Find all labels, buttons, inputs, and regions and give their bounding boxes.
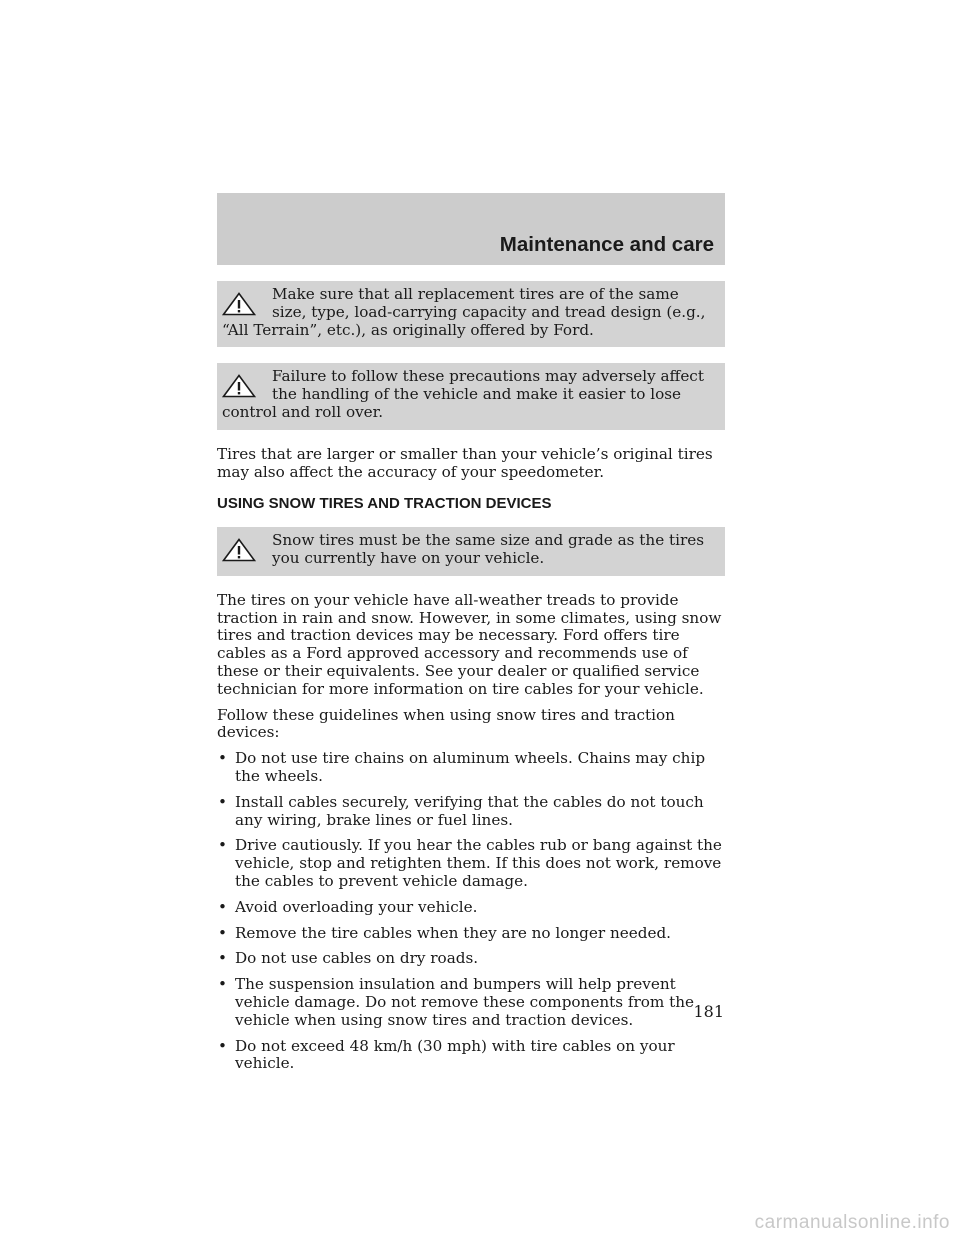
guidelines-intro-paragraph: Follow these guidelines when using snow tires and traction devices: [217, 705, 675, 742]
page-number: 181 [693, 1002, 724, 1021]
warning-text: Make sure that all replacement tires are of the same size, type, load-carrying capacity and tread design (e.g., “All Terrain”, etc.), as originally offered by Ford. [222, 285, 706, 339]
warning-text: Snow tires must be the same size and grade as the tires you currently have on your vehicle. [272, 531, 705, 567]
list-item [217, 925, 725, 943]
section-header [217, 193, 725, 265]
page-content [217, 281, 725, 1081]
list-item-text: Do not use cables on dry roads. [235, 949, 479, 968]
warning-triangle-icon [222, 538, 262, 564]
warning-box [217, 527, 725, 576]
tire-size-paragraph: Tires that are larger or smaller than your vehicle’s original tires may also affect the accuracy of your speedometer. [217, 444, 713, 481]
bullet-icon: • [218, 792, 227, 811]
bullet-icon: • [218, 975, 227, 994]
warning-text: Failure to follow these precautions may adversely affect the handling of the vehicle and make it easier to lose control and roll over. [222, 367, 704, 421]
bullet-icon: • [218, 949, 227, 968]
list-item-text: Remove the tire cables when they are no longer needed. [235, 923, 671, 942]
warning-box [217, 281, 725, 347]
list-item [217, 837, 725, 890]
list-item [217, 950, 725, 968]
watermark: carmanualsonline.info [754, 1212, 950, 1233]
list-item [217, 794, 725, 830]
warning-box [217, 363, 725, 429]
list-item [217, 750, 725, 786]
list-item-text: Do not use tire chains on aluminum wheels. Chains may chip the wheels. [235, 749, 706, 785]
bullet-icon: • [218, 1036, 227, 1055]
bullet-icon: • [218, 923, 227, 942]
bullet-icon: • [218, 836, 227, 855]
list-item [217, 976, 725, 1029]
section-title: Maintenance and care [499, 233, 714, 256]
section-heading: USING SNOW TIRES AND TRACTION DEVICES [217, 495, 552, 513]
list-item-text: Avoid overloading your vehicle. [235, 897, 478, 916]
list-item [217, 1038, 725, 1074]
bullet-icon: • [218, 749, 227, 768]
list-item-text: Do not exceed 48 km/h (30 mph) with tire cables on your vehicle. [235, 1036, 675, 1073]
warning-triangle-icon [222, 292, 262, 318]
warning-triangle-icon [222, 374, 262, 400]
guidelines-list [217, 750, 725, 1073]
bullet-icon: • [218, 897, 227, 916]
snow-intro-paragraph: The tires on your vehicle have all-weather treads to provide traction in rain and snow. However, in some climates, using snow tires and traction devices may be necessary. Ford offers tire cables as a Ford approved accessory and recommends use of these or their equivalents. See your dealer or qualified service technician for more information on tire cables for your vehicle. [217, 590, 722, 698]
list-item [217, 899, 725, 917]
list-item-text: Install cables securely, verifying that the cables do not touch any wiring, brake lines or fuel lines. [235, 792, 704, 829]
list-item-text: The suspension insulation and bumpers will help prevent vehicle damage. Do not remove these components from the vehicle when using snow tires and traction devices. [235, 975, 694, 1029]
list-item-text: Drive cautiously. If you hear the cables rub or bang against the vehicle, stop and retighten them. If this does not work, remove the cables to prevent vehicle damage. [235, 836, 722, 890]
